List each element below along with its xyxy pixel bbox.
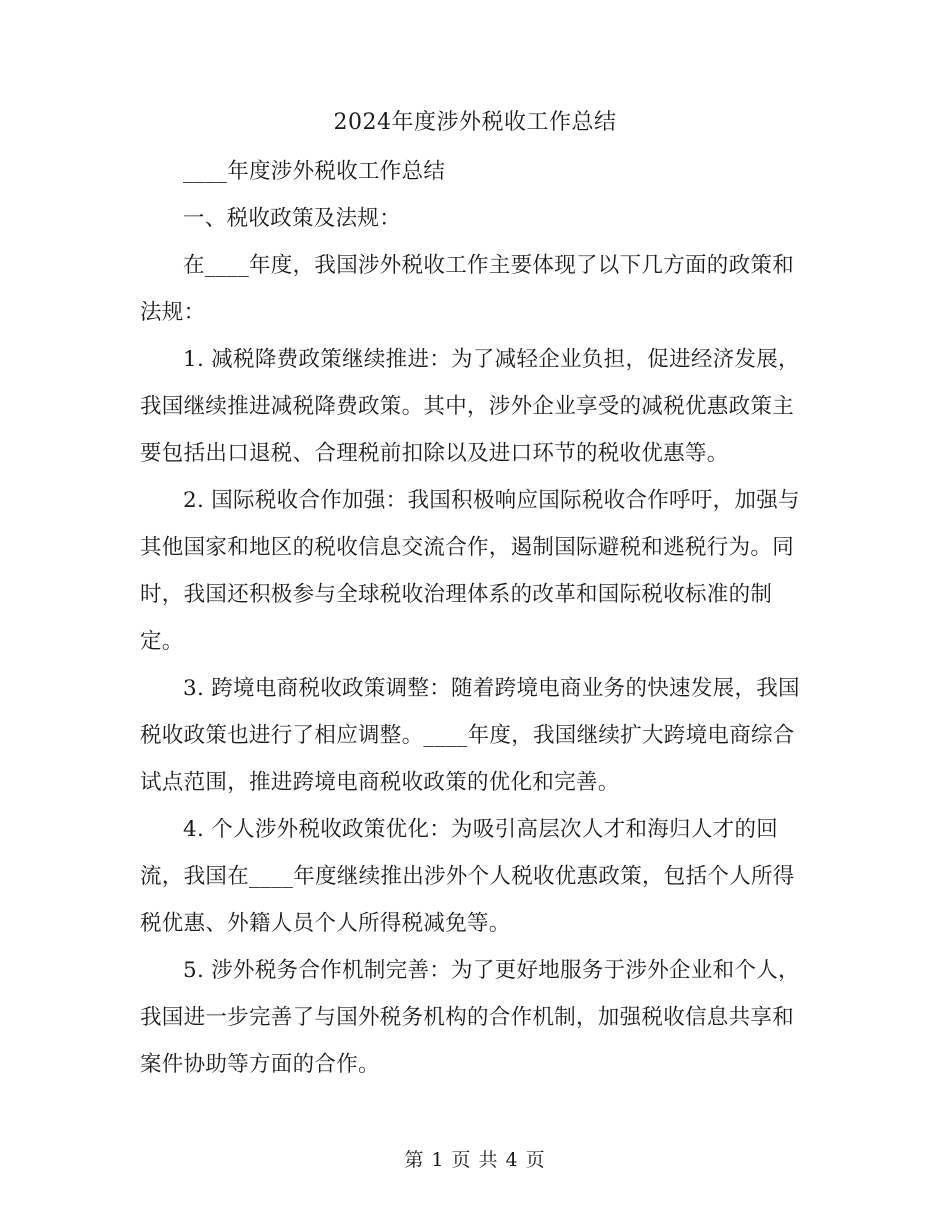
paragraph-item-4: 4. 个人涉外税收政策优化：为吸引高层次人才和海归人才的回流，我国在____年度继续推出涉外个人税收优惠政策，包括个人所得税优惠、外籍人员个人所得税减免等。 xyxy=(140,817,795,936)
paragraph-item-2: 2. 国际税收合作加强：我国积极响应国际税收合作呼吁，加强与其他国家和地区的税收信息交流合作，遏制国际避税和逃税行为。同时，我国还积极参与全球税收治理体系的改革和国际税收标准的制定。 xyxy=(140,488,800,654)
page-indicator: 第 1 页 共 4 页 xyxy=(404,1149,546,1171)
paragraph-intro: 在____年度，我国涉外税收工作主要体现了以下几方面的政策和法规： xyxy=(140,253,795,325)
paragraph-item-1: 1. 减税降费政策继续推进：为了减轻企业负担，促进经济发展，我国继续推进减税降费政策。其中，涉外企业享受的减税优惠政策主要包括出口退税、合理税前扣除以及进口环节的税收优惠等。 xyxy=(140,347,800,466)
paragraph-section-heading: 一、税收政策及法规： xyxy=(183,206,402,231)
paragraph-item-3: 3. 跨境电商税收政策调整：随着跨境电商业务的快速发展，我国税收政策也进行了相应调整。____年度，我国继续扩大跨境电商综合试点范围，推进跨境电商税收政策的优化和完善。 xyxy=(140,676,800,795)
document-body xyxy=(140,148,812,1088)
document-title: 2024年度涉外税收工作总结 xyxy=(333,110,617,135)
paragraph-subtitle: ____年度涉外税收工作总结 xyxy=(183,159,446,184)
paragraph-item-5: 5. 涉外税务合作机制完善：为了更好地服务于涉外企业和个人，我国进一步完善了与国外税务机构的合作机制，加强税收信息共享和案件协助等方面的合作。 xyxy=(140,958,800,1077)
